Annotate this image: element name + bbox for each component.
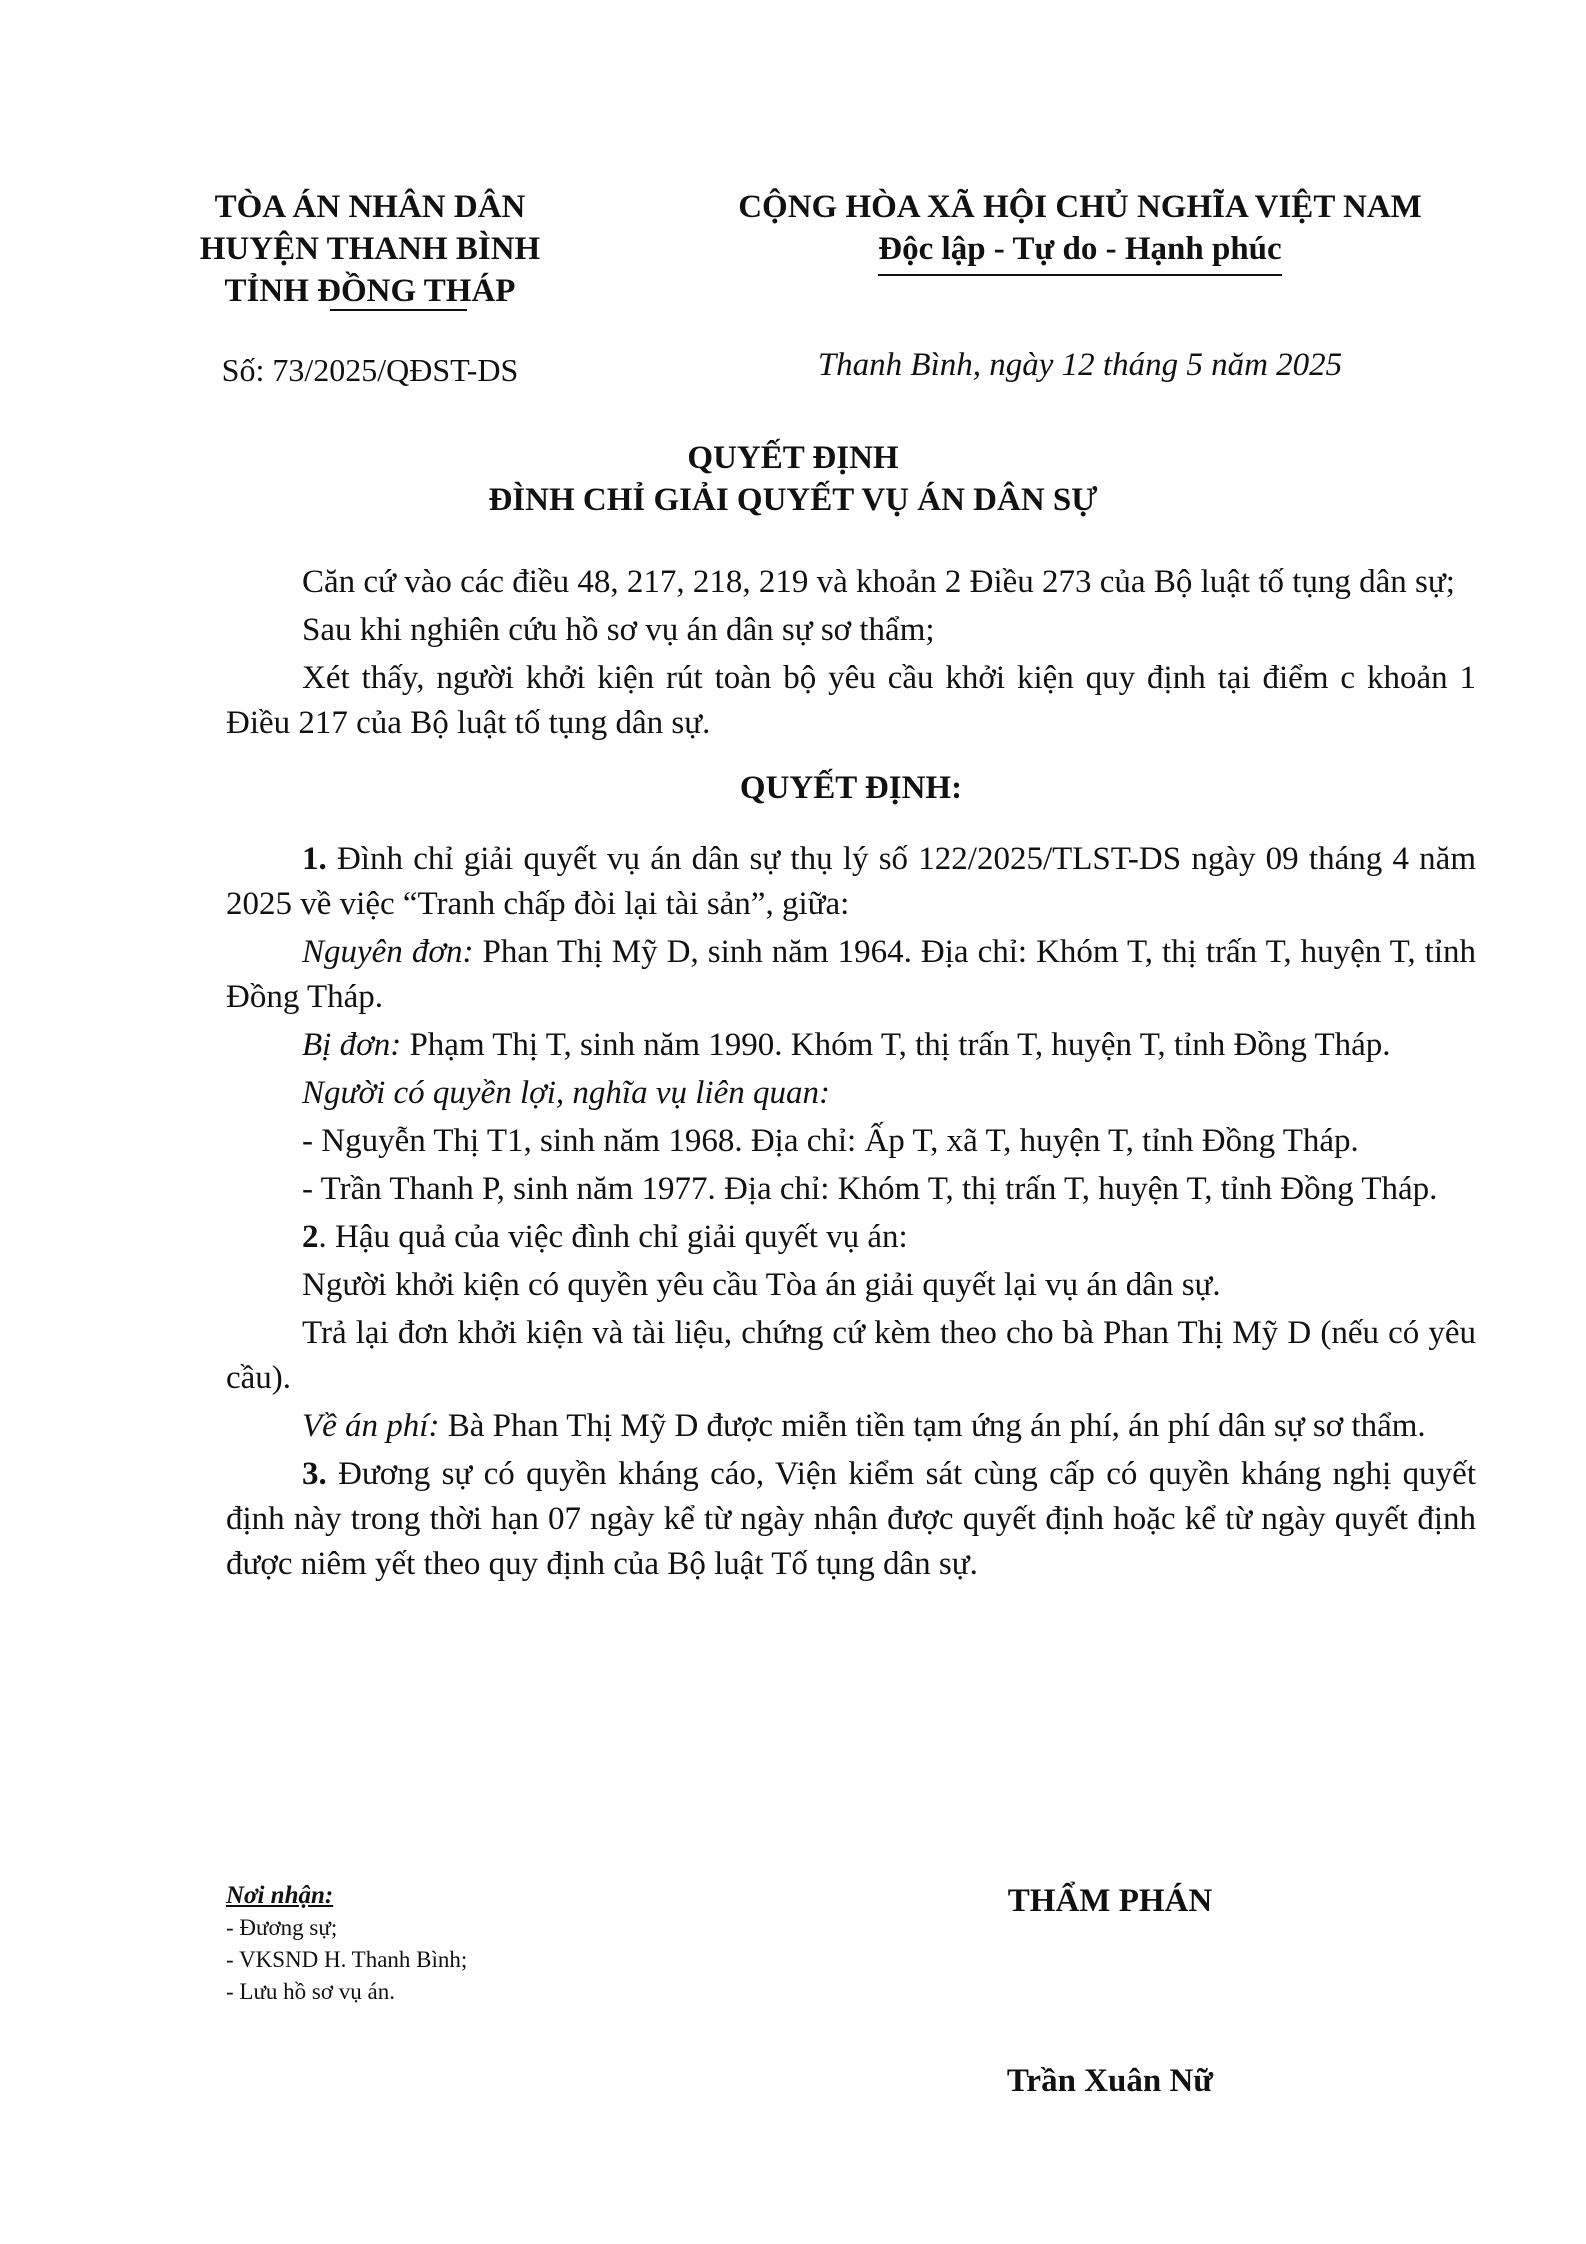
related-parties-label bbox=[226, 1071, 1476, 1116]
court-underline bbox=[330, 309, 467, 311]
item-3-text: Đương sự có quyền kháng cáo, Viện kiểm sát cùng cấp có quyền kháng nghị quyết định này trong thời hạn 07 ngày kể từ ngày nhận được quyết định hoặc kể từ ngày quyết định được niêm yết theo quy định của Bộ luật Tố tụng dân sự. bbox=[226, 1456, 1476, 1582]
court-fee-label: Về án phí: bbox=[302, 1408, 440, 1444]
place-date: Thanh Bình, ngày 12 tháng 5 năm 2025 bbox=[817, 347, 1343, 383]
decision-heading: QUYẾT ĐỊNH: bbox=[739, 770, 963, 806]
signature-title: THẨM PHÁN bbox=[1007, 1883, 1213, 1919]
nation-name: CỘNG HÒA XÃ HỘI CHỦ NGHĨA VIỆT NAM bbox=[738, 189, 1422, 225]
recipient-item: - Lưu hồ sơ vụ án. bbox=[226, 1979, 395, 2004]
plaintiff-text: Phan Thị Mỹ D, sinh năm 1964. Địa chỉ: Khóm T, thị trấn T, huyện T, tỉnh Đồng Tháp. bbox=[226, 934, 1476, 1015]
item-3-number: 3. bbox=[302, 1456, 327, 1492]
item-2 bbox=[226, 1215, 1476, 1260]
item-1 bbox=[226, 837, 1476, 927]
court-fee bbox=[226, 1404, 1476, 1449]
related-parties-label-text: Người có quyền lợi, nghĩa vụ liên quan: bbox=[302, 1075, 830, 1111]
preamble-paragraph-3: Xét thấy, người khởi kiện rút toàn bộ yêu cầu khởi kiện quy định tại điểm c khoản 1 Điều 217 của Bộ luật tố tụng dân sự. bbox=[226, 660, 1476, 741]
title-line1: QUYẾT ĐỊNH bbox=[687, 440, 899, 476]
motto-underline bbox=[878, 274, 1281, 276]
title-line2: ĐÌNH CHỈ GIẢI QUYẾT VỤ ÁN DÂN SỰ bbox=[488, 482, 1098, 518]
preamble-paragraph-2: Sau khi nghiên cứu hồ sơ vụ án dân sự sơ thẩm; bbox=[302, 612, 935, 648]
document-title bbox=[160, 437, 1426, 521]
court-name-line2: HUYỆN THANH BÌNH bbox=[199, 231, 541, 267]
document-body bbox=[226, 560, 1476, 1587]
plaintiff-label: Nguyên đơn: bbox=[302, 934, 474, 970]
signature-name: Trần Xuân Nữ bbox=[1006, 2063, 1214, 2099]
item-2-paragraph-2: Trả lại đơn khởi kiện và tài liệu, chứng cứ kèm theo cho bà Phan Thị Mỹ D (nếu có yêu cầu). bbox=[226, 1315, 1476, 1396]
motto-wrap bbox=[878, 228, 1281, 270]
item-3 bbox=[226, 1452, 1476, 1587]
court-name-line3: TỈNH ĐỒNG THÁP bbox=[224, 273, 516, 309]
defendant-label: Bị đơn: bbox=[302, 1027, 402, 1063]
recipients-block bbox=[226, 1880, 826, 2008]
item-2-paragraph-1: Người khởi kiện có quyền yêu cầu Tòa án giải quyết lại vụ án dân sự. bbox=[302, 1267, 1221, 1303]
related-party-2: - Trần Thanh P, sinh năm 1977. Địa chỉ: Khóm T, thị trấn T, huyện T, tỉnh Đồng Tháp. bbox=[302, 1171, 1438, 1207]
motto: Độc lập - Tự do - Hạnh phúc bbox=[878, 231, 1282, 267]
court-header bbox=[160, 186, 580, 312]
court-fee-text: Bà Phan Thị Mỹ D được miễn tiền tạm ứng án phí, án phí dân sự sơ thẩm. bbox=[439, 1408, 1426, 1444]
defendant-text: Phạm Thị T, sinh năm 1990. Khóm T, thị trấn T, huyện T, tỉnh Đồng Tháp. bbox=[401, 1027, 1391, 1063]
court-name-line1: TÒA ÁN NHÂN DÂN bbox=[214, 189, 526, 225]
item-1-text: Đình chỉ giải quyết vụ án dân sự thụ lý số 122/2025/TLST-DS ngày 09 tháng 4 năm 2025 về việc “Tranh chấp đòi lại tài sản”, giữa: bbox=[226, 841, 1476, 922]
related-party-1: - Nguyễn Thị T1, sinh năm 1968. Địa chỉ: Ấp T, xã T, huyện T, tỉnh Đồng Tháp. bbox=[302, 1123, 1359, 1159]
item-2-number: 2 bbox=[302, 1219, 319, 1255]
defendant bbox=[226, 1023, 1476, 1068]
item-2-text: . Hậu quả của việc đình chỉ giải quyết vụ án: bbox=[318, 1219, 908, 1255]
recipient-item: - Đương sự; bbox=[226, 1915, 338, 1940]
document-number: Số: 73/2025/QĐST-DS bbox=[221, 352, 519, 388]
national-header bbox=[690, 186, 1470, 270]
recipients-heading: Nơi nhận: bbox=[226, 1882, 334, 1909]
plaintiff bbox=[226, 930, 1476, 1020]
recipient-item: - VKSND H. Thanh Bình; bbox=[226, 1947, 468, 1972]
item-1-number: 1. bbox=[302, 841, 327, 877]
preamble-paragraph-1: Căn cứ vào các điều 48, 217, 218, 219 và khoản 2 Điều 273 của Bộ luật tố tụng dân sự; bbox=[302, 564, 1455, 600]
